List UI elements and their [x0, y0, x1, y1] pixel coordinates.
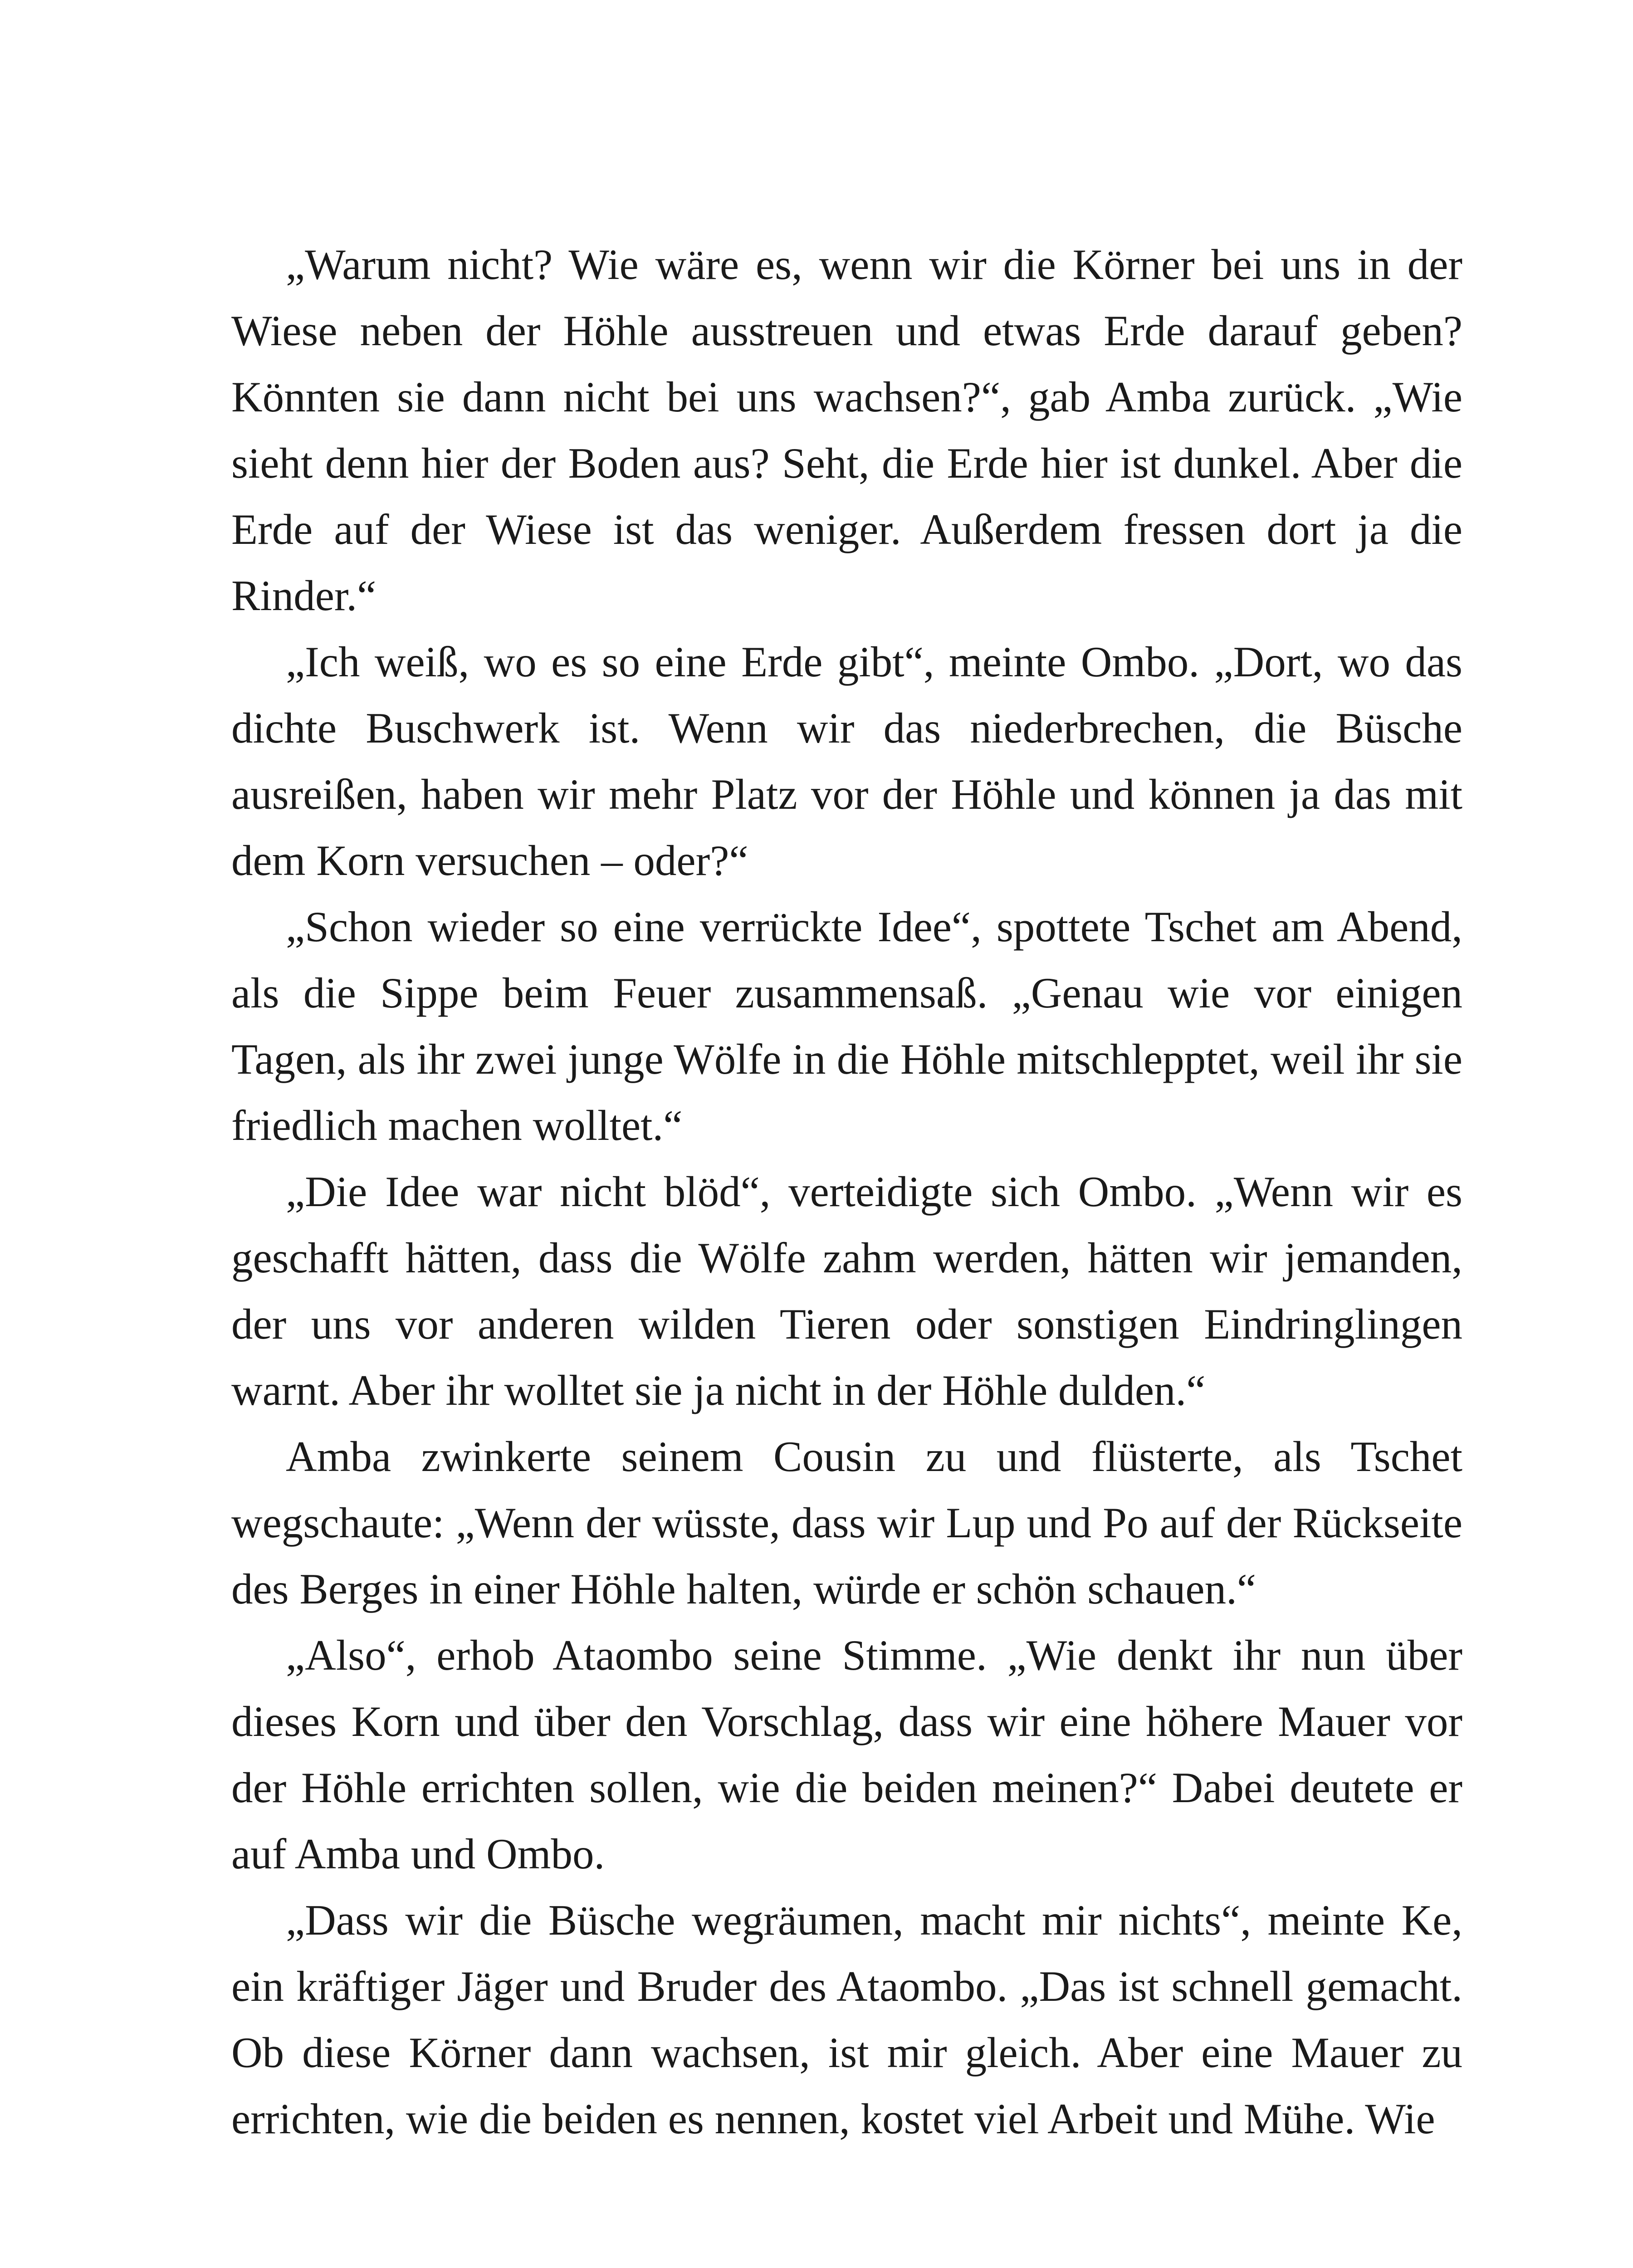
paragraph-4: „Die Idee war nicht blöd“, verteidigte sich Ombo. „Wenn wir es geschafft hätten, dass die Wölfe zahm werden, hätten wir jemanden, der uns vor anderen wilden Tieren oder sonstigen Eindringlingen warnt. Aber ihr wolltet sie ja nicht in der Höhle dulden.“	[231, 1168, 1462, 1414]
paragraph-3: „Schon wieder so eine verrückte Idee“, spottete Tschet am Abend, als die Sippe beim Feuer zusammensaß. „Genau wie vor einigen Tagen, als ihr zwei junge Wölfe in die Höhle mitschlepptet, weil ihr sie friedlich machen wolltet.“	[231, 903, 1462, 1149]
paragraph-7: „Dass wir die Büsche wegräumen, macht mir nichts“, meinte Ke, ein kräftiger Jäger und Bruder des Ataombo. „Das ist schnell gemacht. Ob diese Körner dann wachsen, ist mir gleich. Aber eine Mauer zu errichten, wie die beiden es nennen, kostet viel Arbeit und Mühe. Wie	[231, 1896, 1462, 2143]
paragraph-1: „Warum nicht? Wie wäre es, wenn wir die Körner bei uns in der Wiese neben der Höhle ausstreuen und etwas Erde darauf geben? Könnten sie dann nicht bei uns wachsen?“, gab Amba zurück. „Wie sieht denn hier der Boden aus? Seht, die Erde hier ist dunkel. Aber die Erde auf der Wiese ist das weniger. Außerdem fressen dort ja die Rinder.“	[231, 240, 1462, 620]
paragraph-6: „Also“, erhob Ataombo seine Stimme. „Wie denkt ihr nun über dieses Korn und über den Vorschlag, dass wir eine höhere Mauer vor der Höhle errichten sollen, wie die beiden meinen?“ Dabei deutete er auf Amba und Ombo.	[231, 1631, 1462, 1878]
paragraph-5: Amba zwinkerte seinem Cousin zu und flüsterte, als Tschet wegschaute: „Wenn der wüsste, dass wir Lup und Po auf der Rückseite des Berges in einer Höhle halten, würde er schön schauen.“	[231, 1432, 1462, 1613]
paragraph-2: „Ich weiß, wo es so eine Erde gibt“, meinte Ombo. „Dort, wo das dichte Buschwerk ist. Wenn wir das niederbrechen, die Büsche ausreißen, haben wir mehr Platz vor der Höhle und können ja das mit dem Korn versuchen – oder?“	[231, 638, 1462, 885]
body-text	[231, 231, 1462, 2152]
